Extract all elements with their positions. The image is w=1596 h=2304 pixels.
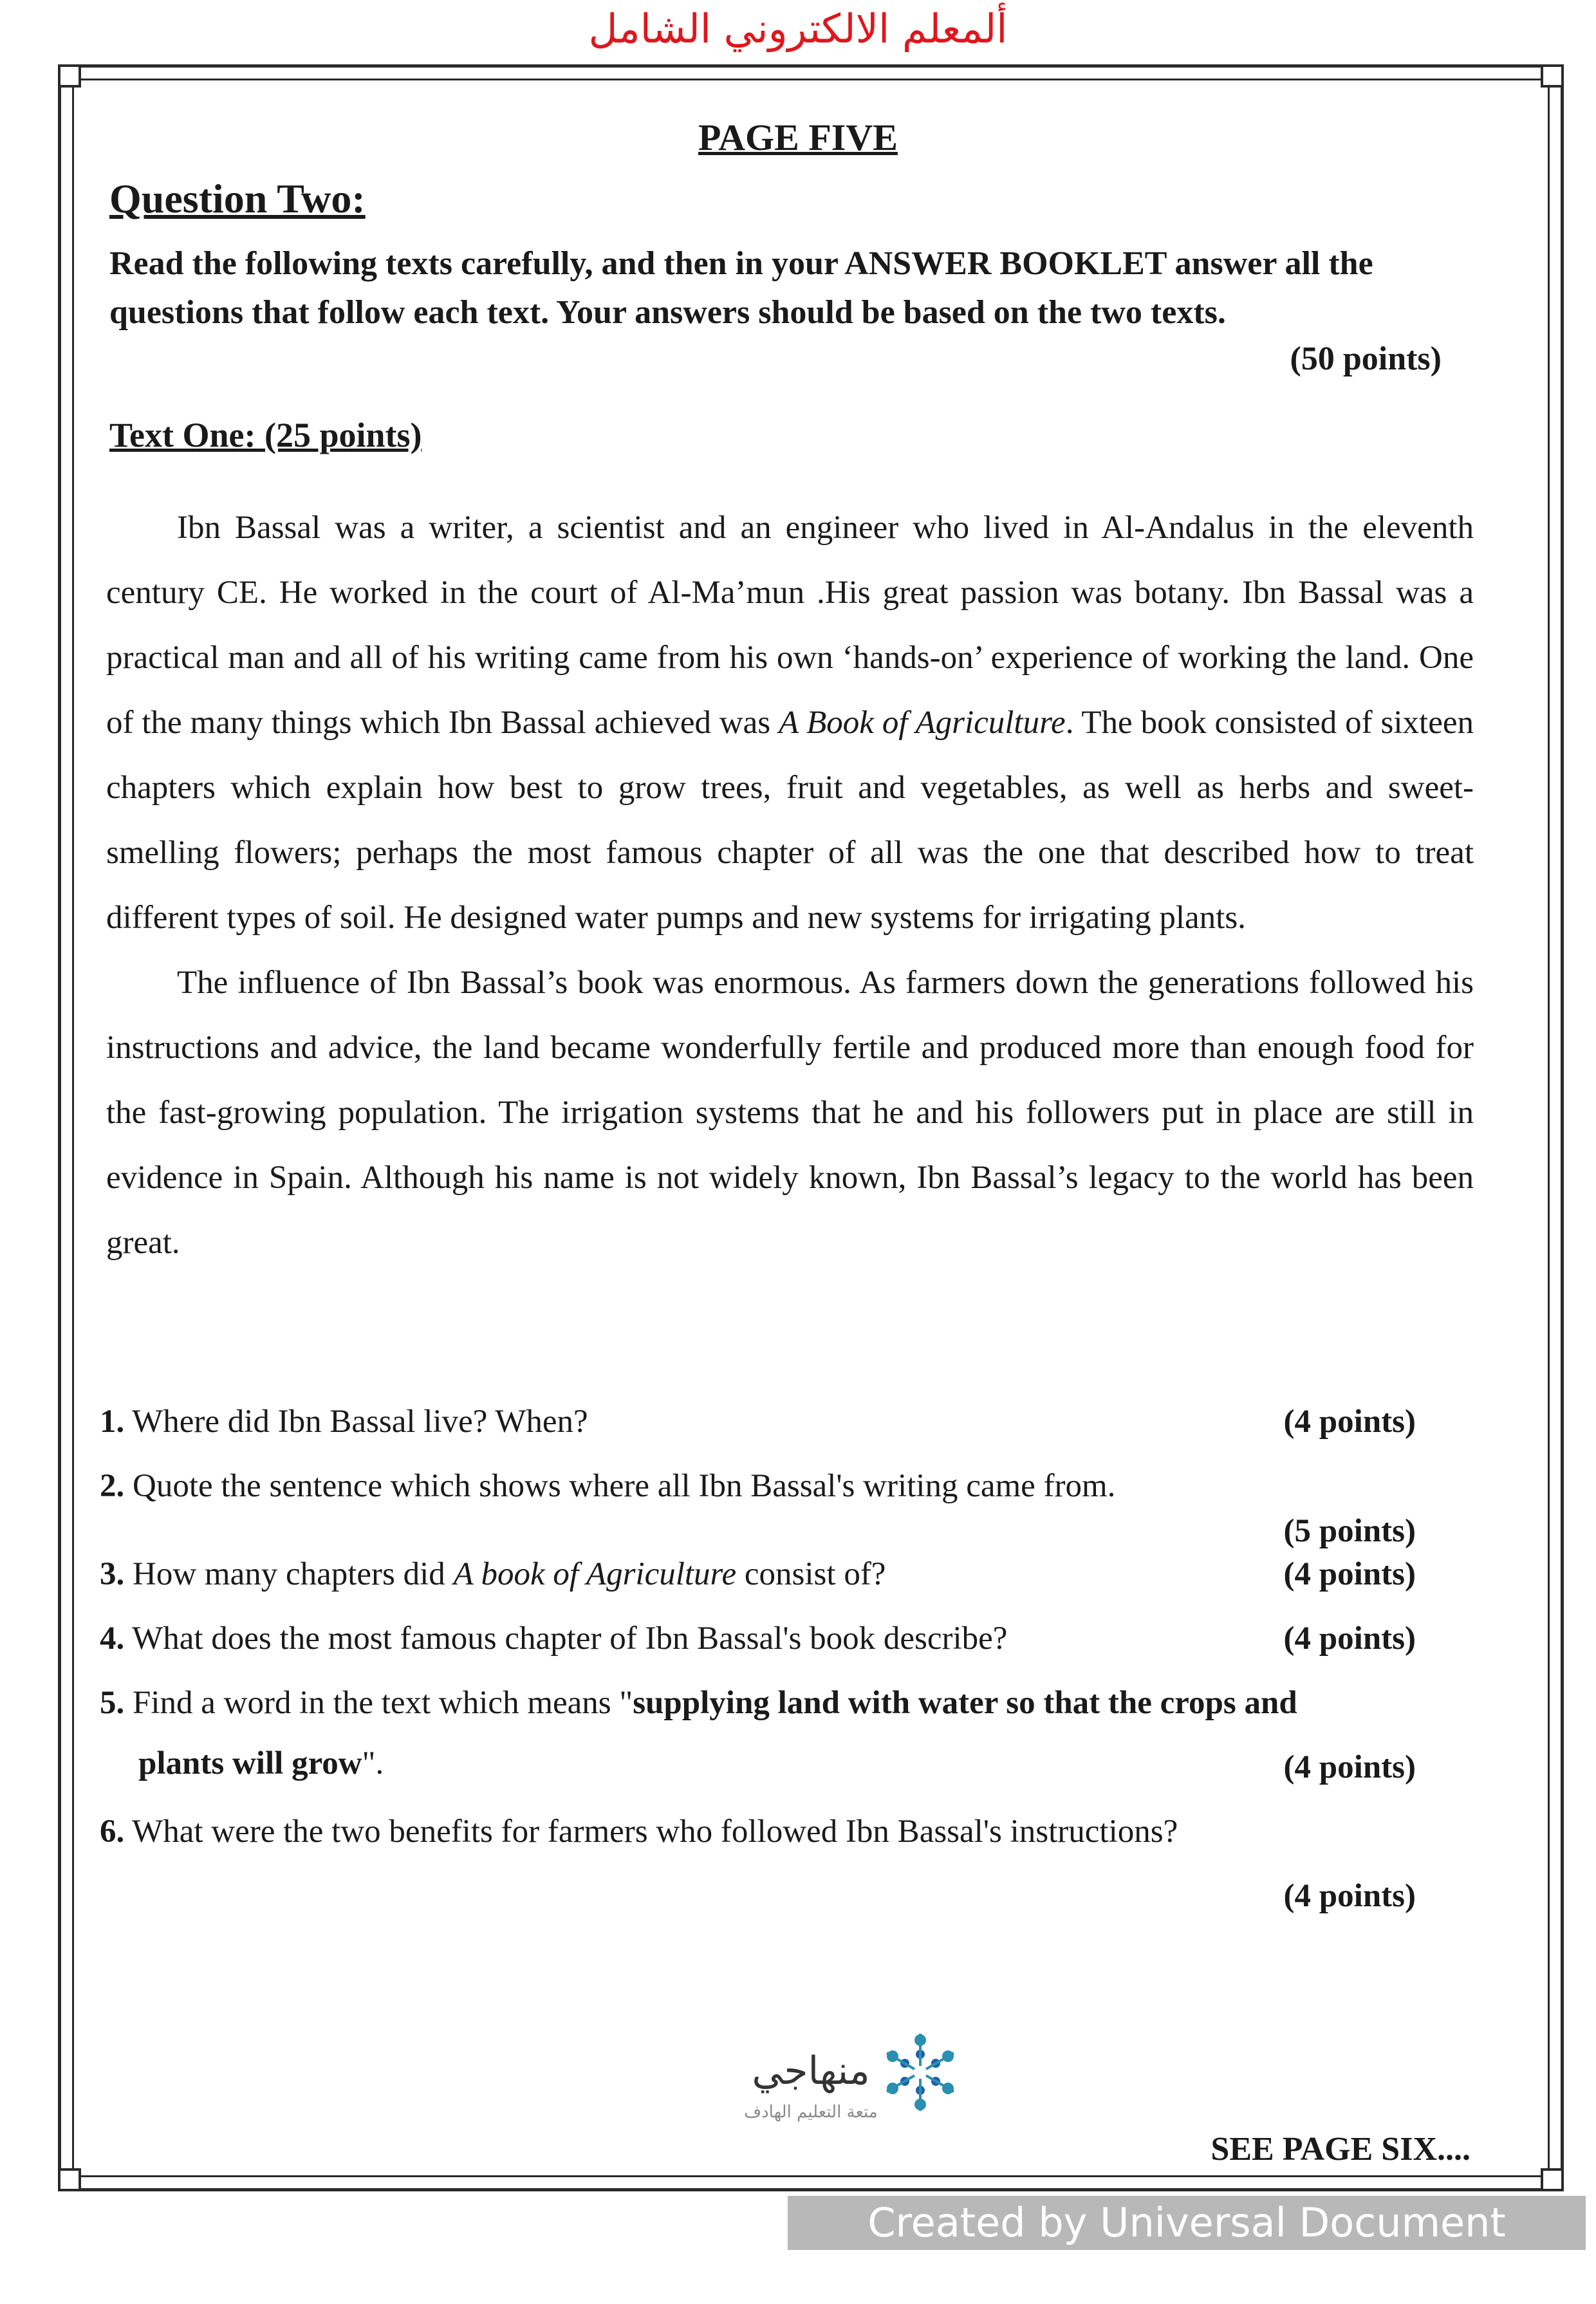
passage-paragraph-1: Ibn Bassal was a writer, a scientist and an engineer who lived in Al-Andalus in the eleventh century CE. He worked in the court of Al-Ma’mun .His great passion was botany. Ibn Bassal was a practical man and all of his writing came from his own ‘hands-on’ experience of working the land. One of the many things which Ibn Bassal achieved was A Book of Agriculture. The book consisted of sixteen chapters which explain how best to grow trees, fruit and vegetables, as well as herbs and sweet-smelling flowers; perhaps the most famous chapter of all was the one that described how to treat different types of soil. He designed water pumps and new systems for irrigating plants.: [106, 510, 1474, 936]
publisher-logo: [663, 2027, 972, 2137]
border-corner: [58, 2168, 81, 2191]
book-title: A Book of Agriculture: [779, 705, 1066, 741]
question-points: (4 points): [1283, 1878, 1416, 1914]
question-heading: Question Two:: [109, 176, 366, 221]
question-points: (4 points): [1283, 1404, 1416, 1440]
instructions: Read the following texts carefully, and then in your ANSWER BOOKLET answer all the questions that follow each text. Your answers should be based on the two texts.: [109, 245, 1373, 331]
question-item: 4. What does the most famous chapter of Ibn Bassal's book describe? (4 points): [100, 1621, 1416, 1657]
reading-passage: [106, 496, 1474, 1276]
site-banner: ألمعلم الالكتروني الشامل: [588, 5, 1008, 52]
page-title: PAGE FIVE: [698, 116, 898, 158]
see-next-page: SEE PAGE SIX....: [1211, 2131, 1471, 2168]
question-points: (5 points): [1283, 1513, 1416, 1549]
question-item: 6. What were the two benefits for farmers who followed Ibn Bassal's instructions? (4 points): [100, 1814, 1416, 1914]
instructions-points: (50 points): [1290, 340, 1442, 377]
question-item: 1. Where did Ibn Bassal live? When? (4 points): [100, 1404, 1416, 1440]
question-points: (4 points): [1283, 1621, 1416, 1657]
logo-name: منهاجي: [752, 2049, 870, 2094]
snowflake-logo-icon: [663, 2027, 972, 2137]
border-corner: [1541, 2168, 1564, 2191]
question-item: 2. Quote the sentence which shows where all Ibn Bassal's writing came from. (5 points): [100, 1468, 1416, 1549]
converter-watermark: Created by Universal Document Converter: [788, 2196, 1586, 2250]
question-item: 5. Find a word in the text which means "supplying land with water so that the crops and plants will grow". (4 points): [100, 1685, 1416, 1785]
question-points: (4 points): [1283, 1556, 1416, 1592]
border-corner: [58, 64, 81, 88]
border-corner: [1541, 64, 1564, 88]
question-points: (4 points): [1283, 1749, 1416, 1785]
text-one-heading: Text One: (25 points): [109, 416, 422, 454]
passage-paragraph-2: The influence of Ibn Bassal’s book was enormous. As farmers down the generations followed his instructions and advice, the land became wonderfully fertile and produced more than enough food for the fast-growing population. The irrigation systems that he and his followers put in place are still in evidence in Spain. Although his name is not widely known, Ibn Bassal’s legacy to the world has been great.: [106, 965, 1474, 1261]
question-item: 3. How many chapters did A book of Agriculture consist of? (4 points): [100, 1556, 1416, 1592]
logo-tagline: متعة التعليم الهادف: [744, 2103, 878, 2122]
